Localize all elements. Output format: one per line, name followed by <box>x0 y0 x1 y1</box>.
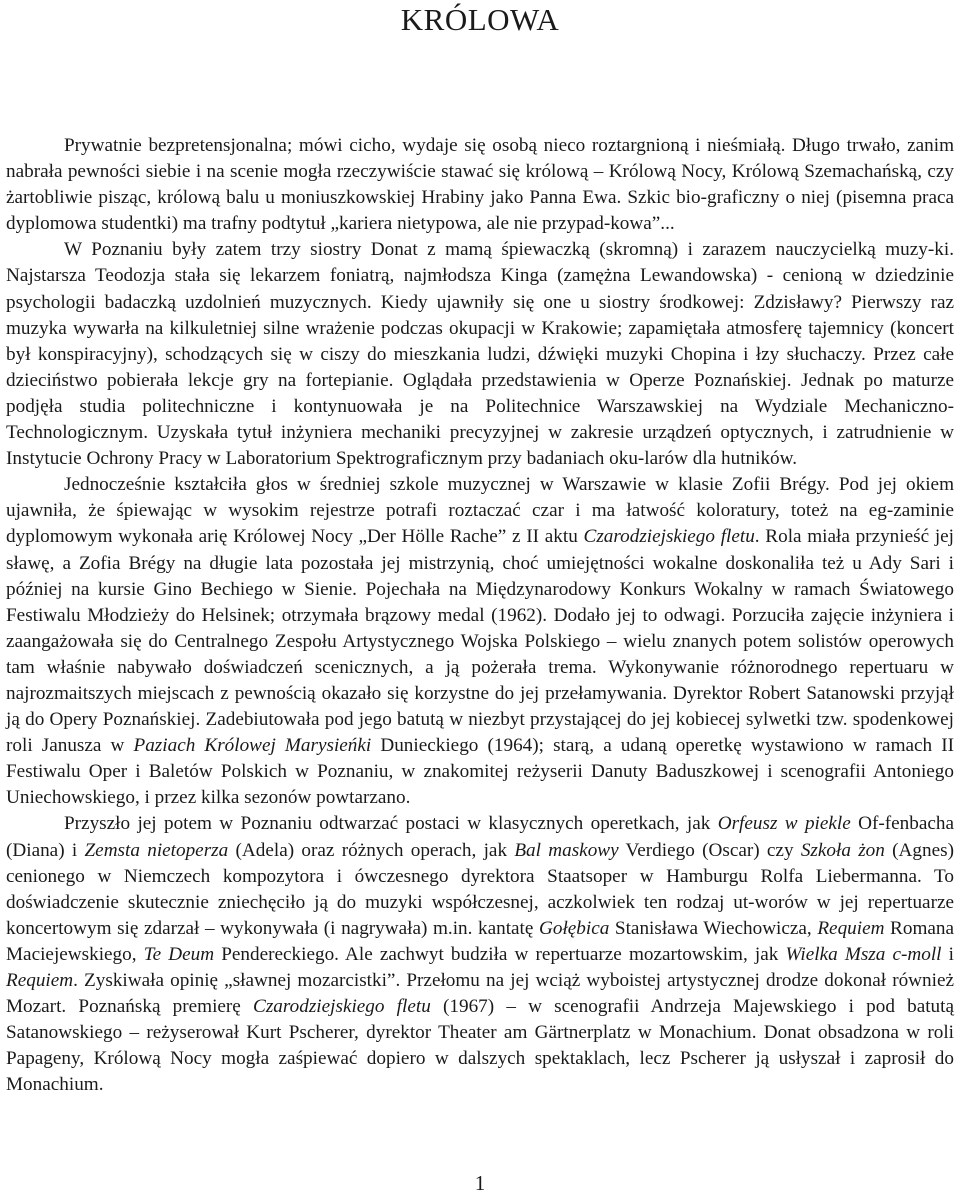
italic-title-text: Szkoła żon <box>800 839 885 861</box>
italic-title-text: Requiem <box>817 917 885 939</box>
paragraph-text: i <box>941 943 954 965</box>
paragraph-text: (Agnes) cenionego w Niemczech kompozytora i ówczesnego dyrektora Staatsoper w Hamburgu Rolfa Liebermanna. To doświadczenie skutecznie zniechęciło ją do muzyki współczesnej, aczkolwiek ten rodzaj ut-worów w jej repertuarze koncertowym się zdarzał – wykonywała (i nagrywała) m.in. kantatę <box>6 839 954 939</box>
italic-title-text: Bal maskowy <box>514 839 619 861</box>
paragraph-poznan-repertoire <box>6 811 954 1098</box>
paragraph-text: Jednocześnie kształciła głos w średniej szkole muzycznej w Warszawie w klasie Zofii Brégy. Pod jej okiem ujawniła, że śpiewając w wysokim rejestrze potrafi roztaczać czar i ma łatwość koloratury, toteż na eg-zaminie dyplomowym wykonała arię Królowej Nocy „Der Hölle Rache” z II aktu <box>6 474 954 548</box>
page-title: KRÓLOWA <box>400 2 560 37</box>
paragraph-text: . Zyskiwała opinię „sławnej mozarcistki”. Przełomu na jej wciąż wyboistej artystycznej drodze dokonał również Mozart. Poznańską premierę <box>6 970 954 1018</box>
paragraph-text: Romana Maciejewskiego, <box>6 917 954 965</box>
paragraph-text: W Poznaniu były zatem trzy siostry Donat z mamą śpiewaczką (skromną) i zarazem nauczycielką muzy-ki. Najstarsza Teodozja stała się lekarzem foniatrą, najmłodsza Kinga (zamężna Lewandowska) - cenioną w dziedzinie psychologii badaczką uzdolnień muzycznych. Kiedy ujawniły się one u siostry środkowej: Zdzisławy? Pierwszy raz muzyka wywarła na kilkuletniej silne wrażenie podczas okupacji w Krakowie; zapamiętała atmosferę tajemnicy (koncert był konspiracyjny), schodzących się w ciszy do mieszkania ludzi, dźwięki muzyki Chopina i łzy słuchaczy. Przez całe dzieciństwo pobierała lekcje gry na fortepianie. Oglądała przedstawienia w Operze Poznańskiej. Jednak po maturze podjęła studia politechniczne i kontynuowała je na Politechnice Warszawskiej na Wydziale Mechaniczno-Technologicznym. Uzyskała tytuł inżyniera mechaniki precyzyjnej w zakresie urządzeń optycznych, i zatrudnienie w Instytucie Ochrony Pracy w Laboratorium Spektrograficznym przy badaniach oku-larów dla hutników. <box>6 239 954 470</box>
paragraph-text: Of-fenbacha (Diana) i <box>6 813 954 861</box>
page-number: 1 <box>474 1171 486 1195</box>
paragraph-intro <box>6 133 954 237</box>
italic-title-text: Orfeusz w piekle <box>717 813 851 835</box>
paragraph-text: . Rola miała przynieść jej sławę, a Zofia Brégy na długie lata pozostała jej mistrzynią, choć umiejętności wokalne doskonaliła też u Ady Sari i później na kursie Gino Bechiego w Sienie. Pojechała na Międzynarodowy Konkurs Wokalny w ramach Światowego Festiwalu Młodzieży do Helsinek; otrzymała brązowy medal (1962). Dodało jej to odwagi. Porzuciła zajęcie inżyniera i zaangażowała się do Centralnego Zespołu Artystycznego Wojska Polskiego – wielu znanych potem solistów operowych tam właśnie nabywało doświadczeń scenicznych, a ją pożerała trema. Wykonywanie różnorodnego repertuaru w najrozmaitszych miejscach z pewnością okazało się korzystne do jej przełamywania. Dyrektor Robert Satanowski przyjął ją do Opery Poznańskiej. Zadebiutowała pod jego batutą w niezbyt przystającej do jej kobiecej sylwetki tzw. spodenkowej roli Janusza w <box>6 526 954 757</box>
italic-title-text: Paziach Królowej Marysieńki <box>133 735 372 757</box>
italic-title-text: Czarodziejskiego fletu <box>583 526 755 548</box>
paragraph-text: (Adela) oraz różnych operach, jak <box>228 839 515 861</box>
italic-title-text: Zemsta nietoperza <box>84 839 229 861</box>
paragraph-text: (1967) – w scenografii Andrzeja Majewskiego i pod batutą Satanowskiego – reżyserował Kurt Pscherer, dyrektor Theater am Gärtnerplatz w Monachium. Donat obsadzona w roli Papageny, Królową Nocy mogła zaśpiewać dopiero w dalszych spektaklach, lecz Pscherer ją usłyszał i zaprosił do Monachium. <box>6 996 954 1096</box>
document-page <box>6 0 954 1194</box>
paragraph-family-education <box>6 237 954 472</box>
paragraph-text: Verdiego (Oscar) czy <box>618 839 801 861</box>
italic-title-text: Czarodziejskiego fletu <box>253 996 431 1018</box>
italic-title-text: Requiem <box>6 970 74 991</box>
italic-title-text: Gołębica <box>539 917 610 939</box>
paragraph-vocal-training <box>6 472 954 811</box>
paragraph-text: Pendereckiego. Ale zachwyt budziła w repertuarze mozartowskim, jak <box>214 943 786 965</box>
italic-title-text: Te Deum <box>143 943 215 965</box>
italic-title-text: Wielka Msza c-moll <box>785 943 942 965</box>
paragraph-text: Przyszło jej potem w Poznaniu odtwarzać postaci w klasycznych operetkach, jak <box>64 813 718 835</box>
paragraph-text: Stanisława Wiechowicza, <box>609 917 818 939</box>
paragraph-text: Prywatnie bezpretensjonalna; mówi cicho, wydaje się osobą nieco roztargnioną i nieśmiałą. Długo trwało, zanim nabrała pewności siebie i na scenie mogła rzeczywiście stawać się królową – Królową Nocy, Królową Szemachańską, czy żartobliwie pisząc, królową balu u moniuszkowskiej Hrabiny jako Panna Ewa. Szkic bio-graficzny o niej (pisemna praca dyplomowa studentki) ma trafny podtytuł „kariera nietypowa, ale nie przypad-kowa”... <box>6 135 954 235</box>
paragraph-text: Dunieckiego (1964); starą, a udaną operetkę wystawiono w ramach II Festiwalu Oper i Baletów Polskich w Poznaniu, w znakomitej reżyserii Danuty Baduszkowej i scenografii Antoniego Uniechowskiego, i przez kilka sezonów powtarzano. <box>6 735 954 809</box>
article-body <box>6 133 954 1098</box>
